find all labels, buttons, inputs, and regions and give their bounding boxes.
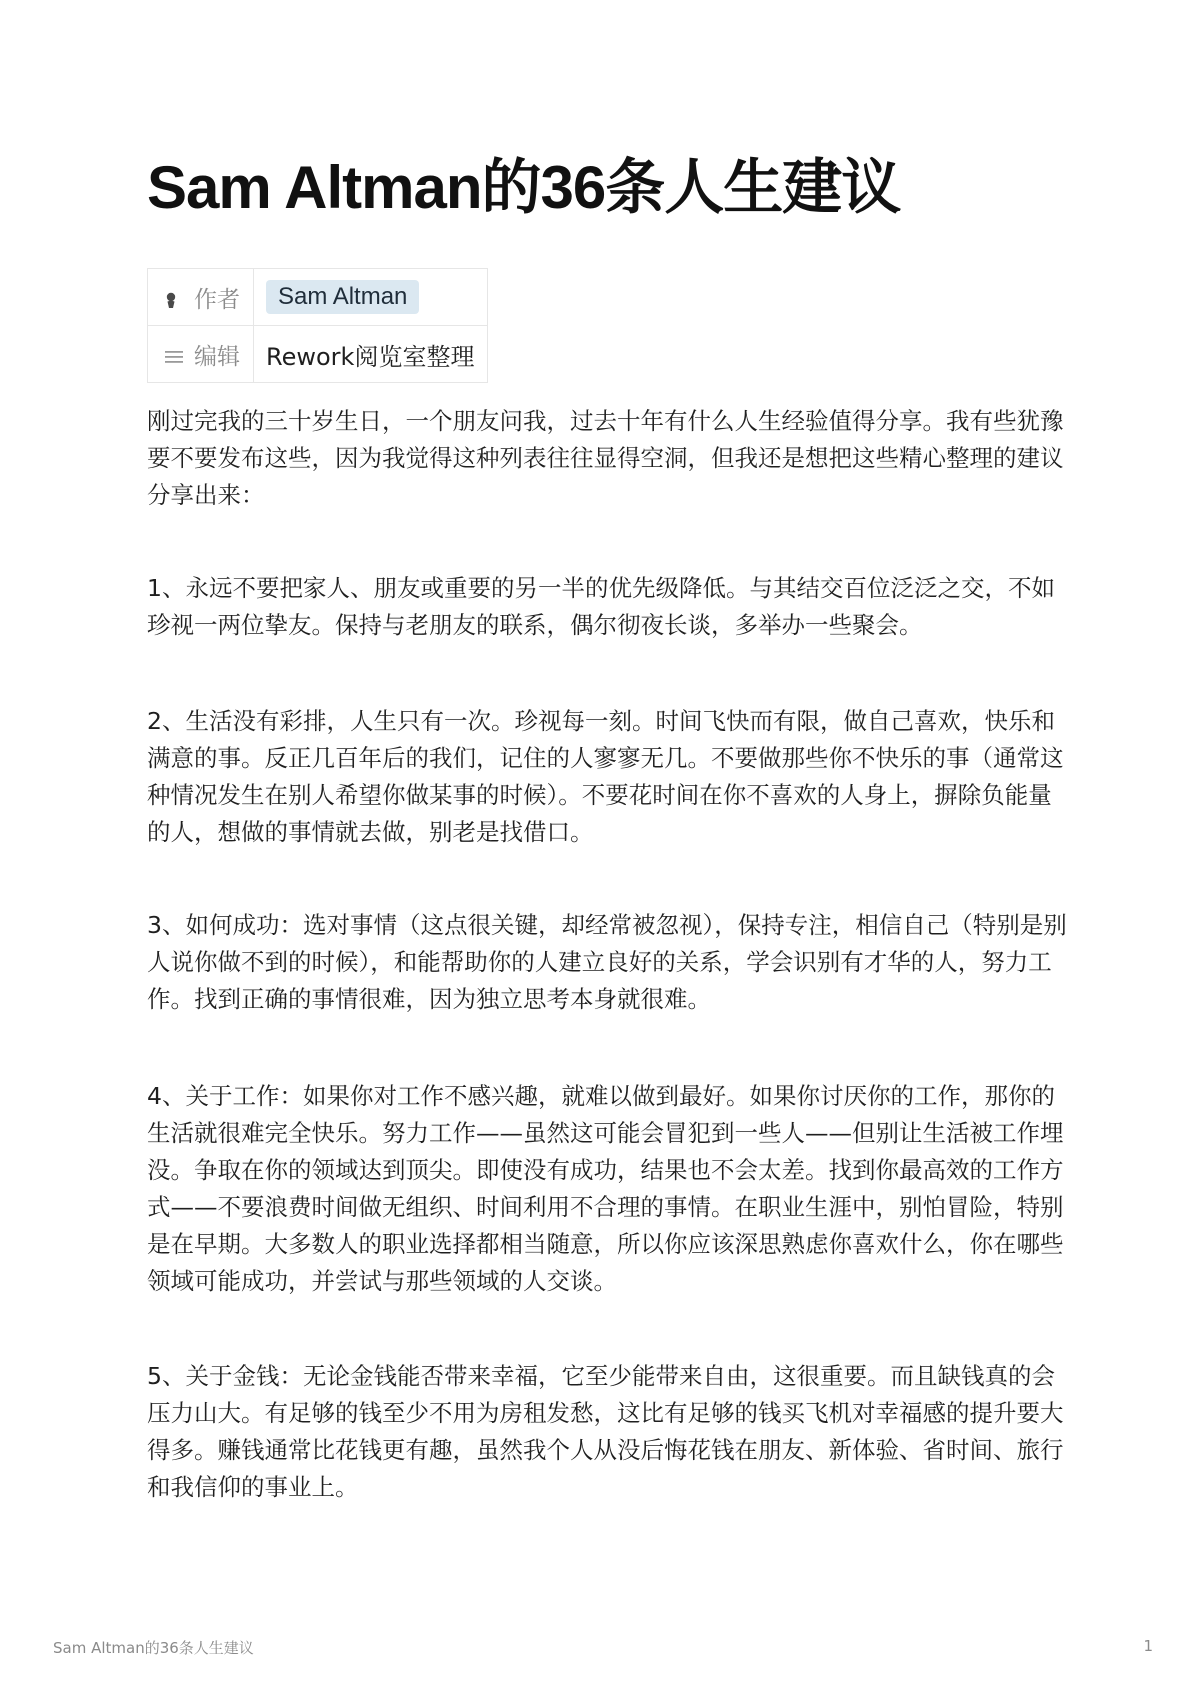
- author-chip[interactable]: Sam Altman: [266, 280, 419, 314]
- property-row-editor: [148, 326, 488, 383]
- property-value-cell[interactable]: [254, 269, 488, 326]
- property-row-author: [148, 269, 488, 326]
- property-key-editor: 编辑: [194, 343, 240, 370]
- advice-paragraph-2: 2、生活没有彩排，人生只有一次。珍视每一刻。时间飞快而有限，做自己喜欢，快乐和满意的事。反正几百年后的我们，记住的人寥寥无几。不要做那些你不快乐的事（通常这种情况发生在别人希望你做某事的时候）。不要花时间在你不喜欢的人身上，摒除负能量的人，想做的事情就去做，别老是找借口。: [147, 707, 1064, 846]
- advice-paragraph-1: 1、永远不要把家人、朋友或重要的另一半的优先级降低。与其结交百位泛泛之交，不如珍视一两位挚友。保持与老朋友的联系，偶尔彻夜长谈，多举办一些聚会。: [147, 574, 1055, 639]
- editor-value: Rework阅览室整理: [266, 342, 475, 371]
- advice-paragraph-4: 4、关于工作：如果你对工作不感兴趣，就难以做到最好。如果你讨厌你的工作，那你的生活就很难完全快乐。努力工作——虽然这可能会冒犯到一些人——但别让生活被工作埋没。争取在你的领域达到顶尖。即使没有成功，结果也不会太差。找到你最高效的工作方式——不要浪费时间做无组织、时间利用不合理的事情。在职业生涯中，别怕冒险，特别是在早期。大多数人的职业选择都相当随意，所以你应该深思熟虑你喜欢什么，你在哪些领域可能成功，并尝试与那些领域的人交谈。: [147, 1082, 1064, 1295]
- property-value-cell[interactable]: [254, 326, 488, 383]
- footer-page-number: 1: [1143, 1637, 1153, 1655]
- person-icon: [164, 291, 186, 309]
- properties-table: [147, 268, 488, 383]
- advice-paragraph-3: 3、如何成功：选对事情（这点很关键，却经常被忽视），保持专注，相信自己（特别是别人说你做不到的时候），和能帮助你的人建立良好的关系，学会识别有才华的人，努力工作。找到正确的事情很难，因为独立思考本身就很难。: [147, 911, 1067, 1013]
- property-key-cell: [148, 269, 254, 326]
- property-key-author: 作者: [194, 286, 240, 313]
- page-title: Sam Altman的36条人生建议: [147, 154, 901, 221]
- property-key-cell: [148, 326, 254, 383]
- footer-title: Sam Altman的36条人生建议: [53, 1639, 254, 1657]
- intro-paragraph: 刚过完我的三十岁生日，一个朋友问我，过去十年有什么人生经验值得分享。我有些犹豫要不要发布这些，因为我觉得这种列表往往显得空洞，但我还是想把这些精心整理的建议分享出来：: [147, 407, 1064, 509]
- advice-paragraph-5: 5、关于金钱：无论金钱能否带来幸福，它至少能带来自由，这很重要。而且缺钱真的会压力山大。有足够的钱至少不用为房租发愁，这比有足够的钱买飞机对幸福感的提升要大得多。赚钱通常比花钱更有趣，虽然我个人从没后悔花钱在朋友、新体验、省时间、旅行和我信仰的事业上。: [147, 1362, 1064, 1501]
- text-lines-icon: [164, 349, 186, 365]
